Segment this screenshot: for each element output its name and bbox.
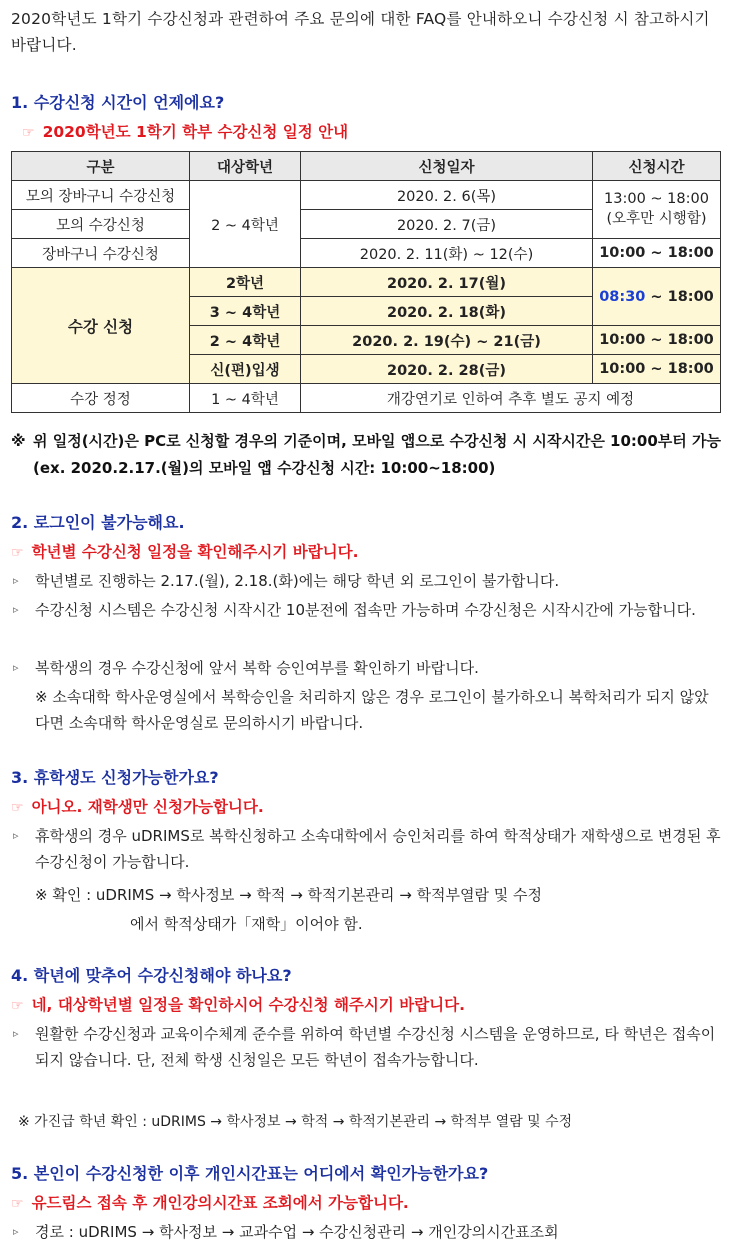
- note-text: ※ 확인 : uDRIMS → 학사정보 → 학적 → 학적기본관리 → 학적부열람 및 수정: [35, 886, 543, 904]
- list-item-text: 학년별로 진행하는 2.17.(월), 2.18.(화)에는 해당 학년 외 로그인이 불가합니다.: [35, 572, 560, 590]
- table-row: [12, 268, 721, 297]
- note-text: ※ 소속대학 학사운영실에서 복학승인을 처리하지 않은 경우 로그인이 불가하오니 복학처리가 되지 않았다면 소속대학 학사운영실로 문의하시기 바랍니다.: [35, 688, 709, 732]
- answer-4-text: 네, 대상학년별 일정을 확인하시어 수강신청 해주시기 바랍니다.: [31, 996, 466, 1014]
- cell-grade: 1 ~ 4학년: [190, 384, 301, 413]
- cell-time: 10:00 ~ 18:00: [593, 355, 721, 384]
- answer-2: [11, 540, 359, 562]
- pointing-hand-icon: ☞: [11, 545, 24, 561]
- pointing-hand-icon: ☞: [11, 998, 24, 1014]
- cell-grade: 2학년: [190, 268, 301, 297]
- cell-time-line1: 13:00 ~ 18:00: [604, 191, 709, 207]
- bullet-icon: ▹: [13, 574, 19, 587]
- schedule-note-text: 위 일정(시간)은 PC로 신청할 경우의 기준이며, 모바일 앱으로 수강신청 시 시작시간은 10:00부터 가능(ex. 2020.2.17.(월)의 모바일 앱 수강신청 시간: 10:00~18:00): [33, 432, 721, 477]
- list-item: [13, 597, 721, 623]
- pointing-hand-icon: ☞: [11, 1196, 24, 1212]
- table-row: [12, 239, 721, 268]
- list-item: [13, 1021, 721, 1073]
- list-item: [13, 568, 721, 594]
- intro-text: 2020학년도 1학기 수강신청과 관련하여 주요 문의에 대한 FAQ를 안내하오니 수강신청 시 참고하시기 바랍니다.: [11, 10, 710, 54]
- table-header-row: [12, 152, 721, 181]
- note-mark: ※: [11, 432, 26, 450]
- cell-time: [593, 268, 721, 326]
- header-date: 신청일자: [301, 152, 593, 181]
- bullet-icon: ▹: [13, 1225, 19, 1238]
- cell-time: 10:00 ~ 18:00: [593, 239, 721, 268]
- cell-date: 2020. 2. 7(금): [301, 210, 593, 239]
- cell-time-end: ~ 18:00: [645, 288, 714, 305]
- schedule-table: [11, 151, 721, 413]
- answer-4: [11, 993, 465, 1015]
- answer-5: [11, 1191, 409, 1213]
- list-item-text: 휴학생의 경우 uDRIMS로 복학신청하고 소속대학에서 승인처리를 하여 학적상태가 재학생으로 변경된 후 수강신청이 가능합니다.: [35, 827, 721, 871]
- cell-category: 모의 수강신청: [12, 210, 190, 239]
- list-item: [13, 1219, 559, 1245]
- list-item-text: 원활한 수강신청과 교육이수체계 준수를 위하여 학년별 수강신청 시스템을 운영하므로, 타 학년은 접속이 되지 않습니다. 단, 전체 학생 신청일은 모든 학년이 접속가능합니다.: [35, 1025, 716, 1069]
- cell-date: 개강연기로 인하여 추후 별도 공지 예정: [301, 384, 721, 413]
- answer-3: [11, 795, 264, 817]
- header-grade: 대상학년: [190, 152, 301, 181]
- bullet-icon: ▹: [13, 661, 19, 674]
- cell-category-main: 수강 신청: [12, 268, 190, 384]
- table-row: [12, 384, 721, 413]
- pointing-hand-icon: ☞: [22, 125, 35, 141]
- cell-category: 수강 정정: [12, 384, 190, 413]
- cell-time: 10:00 ~ 18:00: [593, 326, 721, 355]
- answer-1: [22, 120, 348, 142]
- list-item-text: 경로 : uDRIMS → 학사정보 → 교과수업 → 수강신청관리 → 개인강의시간표조회: [35, 1223, 559, 1241]
- cell-grade: 2 ~ 4학년: [190, 326, 301, 355]
- cell-grade: 신(편)입생: [190, 355, 301, 384]
- list-item: [13, 655, 721, 681]
- cell-date: 2020. 2. 17(월): [301, 268, 593, 297]
- cell-date: 2020. 2. 11(화) ~ 12(수): [301, 239, 593, 268]
- question-4: 4. 학년에 맞추어 수강신청해야 하나요?: [11, 966, 292, 985]
- note-text: ※ 가진급 학년 확인 : uDRIMS → 학사정보 → 학적 → 학적기본관리 → 학적부 열람 및 수정: [18, 1114, 573, 1130]
- cell-date: 2020. 2. 19(수) ~ 21(금): [301, 326, 593, 355]
- schedule-note: [11, 428, 723, 482]
- cell-date: 2020. 2. 18(화): [301, 297, 593, 326]
- answer-1-text: 2020학년도 1학기 학부 수강신청 일정 안내: [42, 123, 349, 141]
- bullet-icon: ▹: [13, 1027, 19, 1040]
- answer-3-text: 아니오. 재학생만 신청가능합니다.: [31, 798, 264, 816]
- question-2: 2. 로그인이 불가능해요.: [11, 513, 185, 532]
- header-time: 신청시간: [593, 152, 721, 181]
- list-item-text: 수강신청 시스템은 수강신청 시작시간 10분전에 접속만 가능하며 수강신청은 시작시간에 가능합니다.: [35, 601, 696, 619]
- cell-date: 2020. 2. 28(금): [301, 355, 593, 384]
- answer-2-text: 학년별 수강신청 일정을 확인해주시기 바랍니다.: [31, 543, 359, 561]
- question-5: 5. 본인이 수강신청한 이후 개인시간표는 어디에서 확인가능한가요?: [11, 1164, 489, 1183]
- bullet-icon: ▹: [13, 603, 19, 616]
- cell-grade: 3 ~ 4학년: [190, 297, 301, 326]
- cell-time-line2: (오후만 시행함): [606, 211, 707, 227]
- cell-time-start: 08:30: [599, 288, 646, 305]
- question-3: 3. 휴학생도 신청가능한가요?: [11, 768, 219, 787]
- cell-date: 2020. 2. 6(목): [301, 181, 593, 210]
- cell-grade: 2 ~ 4학년: [190, 181, 301, 268]
- list-item-text: 복학생의 경우 수강신청에 앞서 복학 승인여부를 확인하기 바랍니다.: [35, 659, 479, 677]
- table-row: [12, 181, 721, 210]
- header-category: 구분: [12, 152, 190, 181]
- bullet-icon: ▹: [13, 829, 19, 842]
- answer-5-text: 유드림스 접속 후 개인강의시간표 조회에서 가능합니다.: [31, 1194, 409, 1212]
- cell-time: [593, 181, 721, 239]
- note-text-continued: 에서 학적상태가「재학」이어야 함.: [130, 915, 363, 933]
- cell-category: 모의 장바구니 수강신청: [12, 181, 190, 210]
- question-1: 1. 수강신청 시간이 언제에요?: [11, 93, 225, 112]
- list-item: [13, 823, 721, 875]
- pointing-hand-icon: ☞: [11, 800, 24, 816]
- cell-category: 장바구니 수강신청: [12, 239, 190, 268]
